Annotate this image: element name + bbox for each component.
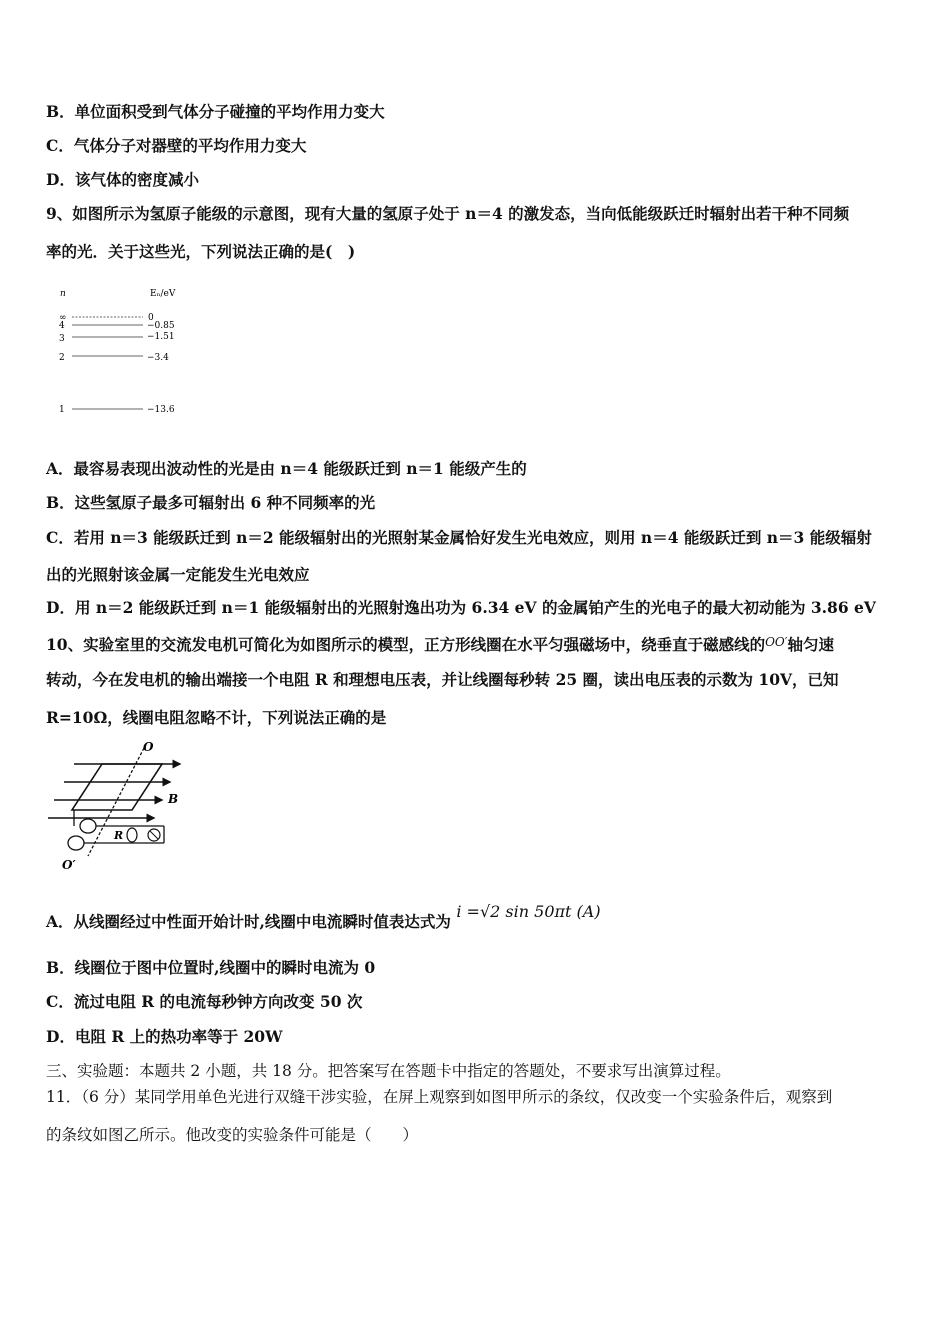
level-e-inf: 0 (148, 313, 154, 323)
q11-line2: 的条纹如图乙所示。他改变的实验条件可能是（ ） (46, 1126, 419, 1144)
level-n-3: 3 (59, 334, 65, 344)
generator-diagram (44, 738, 194, 876)
q9-option-c-line1: C．若用 n＝3 能级跃迁到 n＝2 能级辐射出的光照射某金属恰好发生光电效应，则用 n＝4 能级跃迁到 n＝3 能级辐射 (46, 528, 872, 547)
level-e-2: −3.4 (147, 353, 169, 363)
level-n-2: 2 (59, 353, 65, 363)
q9-option-b: B．这些氢原子最多可辐射出 6 种不同频率的光 (46, 493, 376, 512)
level-e-1: −13.6 (147, 405, 175, 415)
energy-level-diagram (50, 282, 200, 422)
q8-option-d: D．该气体的密度减小 (46, 170, 199, 189)
q10-option-a-text: A．从线圈经过中性面开始计时,线圈中电流瞬时值表达式为 (46, 912, 451, 931)
label-o-prime: O′ (62, 858, 76, 872)
q9-stem-line1: 9、如图所示为氢原子能级的示意图，现有大量的氢原子处于 n＝4 的激发态，当向低能级跃迁时辐射出若干种不同频 (46, 204, 850, 223)
q10-stem-line3: R=10Ω，线圈电阻忽略不计，下列说法正确的是 (46, 708, 387, 727)
q9-option-d: D．用 n＝2 能级跃迁到 n＝1 能级辐射出的光照射逸出功为 6.34 eV 的金属铂产生的光电子的最大初动能为 3.86 eV (46, 598, 876, 617)
q8-option-c: C．气体分子对器壁的平均作用力变大 (46, 136, 307, 155)
label-r: R (114, 829, 124, 842)
level-n-1: 1 (59, 405, 65, 415)
section-3-heading: 三、实验题：本题共 2 小题，共 18 分。把答案写在答题卡中指定的答题处，不要求写出演算过程。 (46, 1062, 731, 1080)
level-n-4: 4 (59, 321, 65, 331)
n-header: n (60, 289, 66, 299)
q8-option-b: B．单位面积受到气体分子碰撞的平均作用力变大 (46, 102, 385, 121)
q10-option-a (46, 902, 601, 932)
q10-stem-line2: 转动，今在发电机的输出端接一个电阻 R 和理想电压表，并让线圈每秒转 25 圈，读出电压表的示数为 10V，已知 (46, 670, 839, 689)
level-n-inf: ∞ (59, 313, 67, 323)
level-e-3: −1.51 (147, 332, 175, 342)
q9-option-c-line2: 出的光照射该金属一定能发生光电效应 (46, 565, 310, 584)
q10-stem-line1-text: 10、实验室里的交流发电机可简化为如图所示的模型，正方形线圈在水平匀强磁场中，绕垂直于磁感线的 (46, 635, 766, 654)
axis-symbol: OO′ (765, 635, 788, 649)
q10-option-a-formula: i =√2 sin 50πt (A) (456, 902, 601, 921)
q11-line1: 11．（6 分）某同学用单色光进行双缝干涉实验，在屏上观察到如图甲所示的条纹，仅改变一个实验条件后，观察到 (46, 1088, 833, 1106)
q9-stem-line2: 率的光．关于这些光，下列说法正确的是( ) (46, 242, 356, 261)
q10-stem-line1-end: 轴匀速 (787, 635, 834, 654)
q10-stem-line1 (46, 632, 834, 655)
q9-option-a: A．最容易表现出波动性的光是由 n＝4 能级跃迁到 n＝1 能级产生的 (46, 459, 527, 478)
q10-option-c: C．流过电阻 R 的电流每秒钟方向改变 50 次 (46, 992, 363, 1011)
energy-header: Eₙ/eV (150, 289, 176, 299)
label-b: B (168, 792, 179, 806)
label-o: O (143, 740, 154, 754)
level-e-4: −0.85 (147, 321, 175, 331)
q10-option-d: D．电阻 R 上的热功率等于 20W (46, 1027, 283, 1046)
q10-option-b: B．线圈位于图中位置时,线圈中的瞬时电流为 0 (46, 958, 376, 977)
